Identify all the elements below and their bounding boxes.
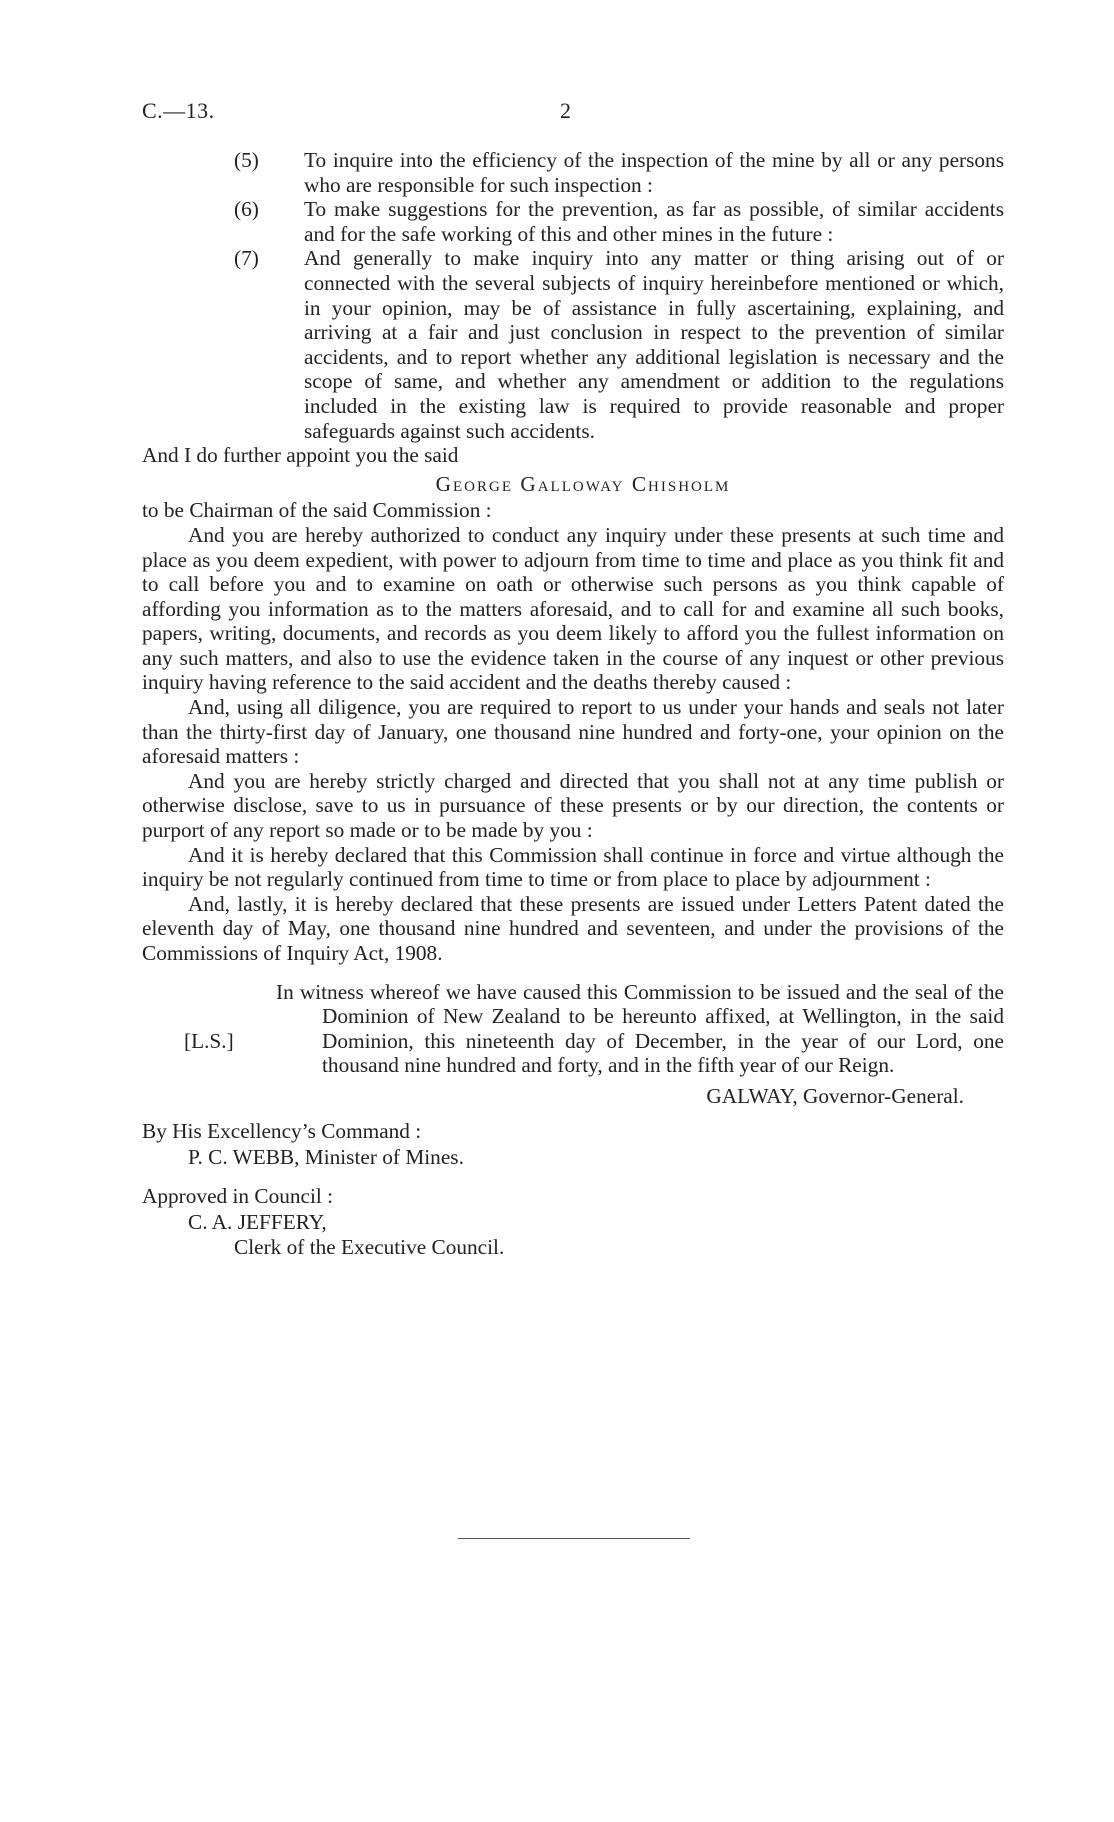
clerk-title: Clerk of the Executive Council.: [234, 1234, 505, 1259]
item-text: To inquire into the efficiency of the inspection of the mine by all or any persons who are responsible for such inspection :: [304, 148, 1004, 197]
document-reference: C.—13.: [142, 98, 215, 123]
command-line: By His Excellency’s Command :: [142, 1118, 422, 1143]
list-item: [142, 246, 1004, 443]
witness-text: In witness whereof we have caused this Commission to be issued and the seal of the Dominion of New Zealand to be hereunto affixed, at Wellington, in the said Dominion, this nineteenth day of December, in the year of our Lord, one thousand nine hundred and forty, and in the fifth year of our Reign.: [276, 979, 1004, 1078]
appoint-line: And I do further appoint you the said: [142, 443, 459, 468]
chairman-name: George Galloway Chisholm: [435, 471, 731, 496]
paragraph: And, lastly, it is hereby declared that these presents are issued under Letters Patent dated the eleventh day of May, one thousand nine hundred and seventeen, and under the provisions of the Commissions of Inquiry Act, 1908.: [142, 891, 1004, 965]
item-number: (7): [234, 246, 259, 271]
item-text: To make suggestions for the prevention, as far as possible, of similar accidents and for the safe working of this and other mines in the future :: [304, 197, 1004, 246]
item-number: (6): [234, 197, 259, 222]
list-item: [142, 148, 1004, 197]
chairman-line: to be Chairman of the said Commission :: [142, 498, 492, 523]
paragraph: And, using all diligence, you are required to report to us under your hands and seals not later than the thirty-first day of January, one thousand nine hundred and forty-one, your opinion on the aforesaid matters :: [142, 695, 1004, 769]
page-number: 2: [560, 98, 572, 123]
seal-mark: [L.S.]: [184, 1028, 234, 1053]
clerk-name: C. A. JEFFERY,: [188, 1210, 327, 1235]
document-body: [142, 148, 1004, 1260]
witness-clause: [142, 980, 1004, 1078]
item-text: And generally to make inquiry into any matter or thing arising out of or connected with the several subjects of inquiry hereinbefore mentioned or which, in your opinion, may be of assistance in fully ascertaining, explaining, and arriving at a fair and just conclusion in respect to the prevention of similar accidents, and to report whether any additional legislation is necessary and the scope of same, and whether any amendment or addition to the regulations included in the existing law is required to provide reasonable and proper safeguards against such accidents.: [304, 246, 1004, 443]
paragraph: And you are hereby authorized to conduct any inquiry under these presents at such time and place as you deem expedient, with power to adjourn from time to time and place as you think fit and to call before you and to examine on oath or otherwise such persons as you think capable of affording you information as to the matters aforesaid, and to call for and examine all such books, papers, writing, documents, and records as you deem likely to afford you the fullest information on any such matters, and also to use the evidence taken in the course of any inquest or other previous inquiry having reference to the said accident and the deaths thereby caused :: [142, 522, 1004, 695]
governor-signature: GALWAY, Governor-General.: [706, 1083, 964, 1108]
minister-signature: P. C. WEBB, Minister of Mines.: [188, 1145, 464, 1170]
approved-line: Approved in Council :: [142, 1183, 334, 1208]
paragraph: And it is hereby declared that this Commission shall continue in force and virtue although the inquiry be not regularly continued from time to time or from place to place by adjournment :: [142, 842, 1004, 892]
item-number: (5): [234, 148, 259, 172]
end-rule: [458, 1538, 690, 1539]
list-item: [142, 197, 1004, 246]
paragraph: And you are hereby strictly charged and directed that you shall not at any time publish or otherwise disclose, save to us in pursuance of these presents or by our direction, the contents or purport of any report so made or to be made by you :: [142, 768, 1004, 843]
